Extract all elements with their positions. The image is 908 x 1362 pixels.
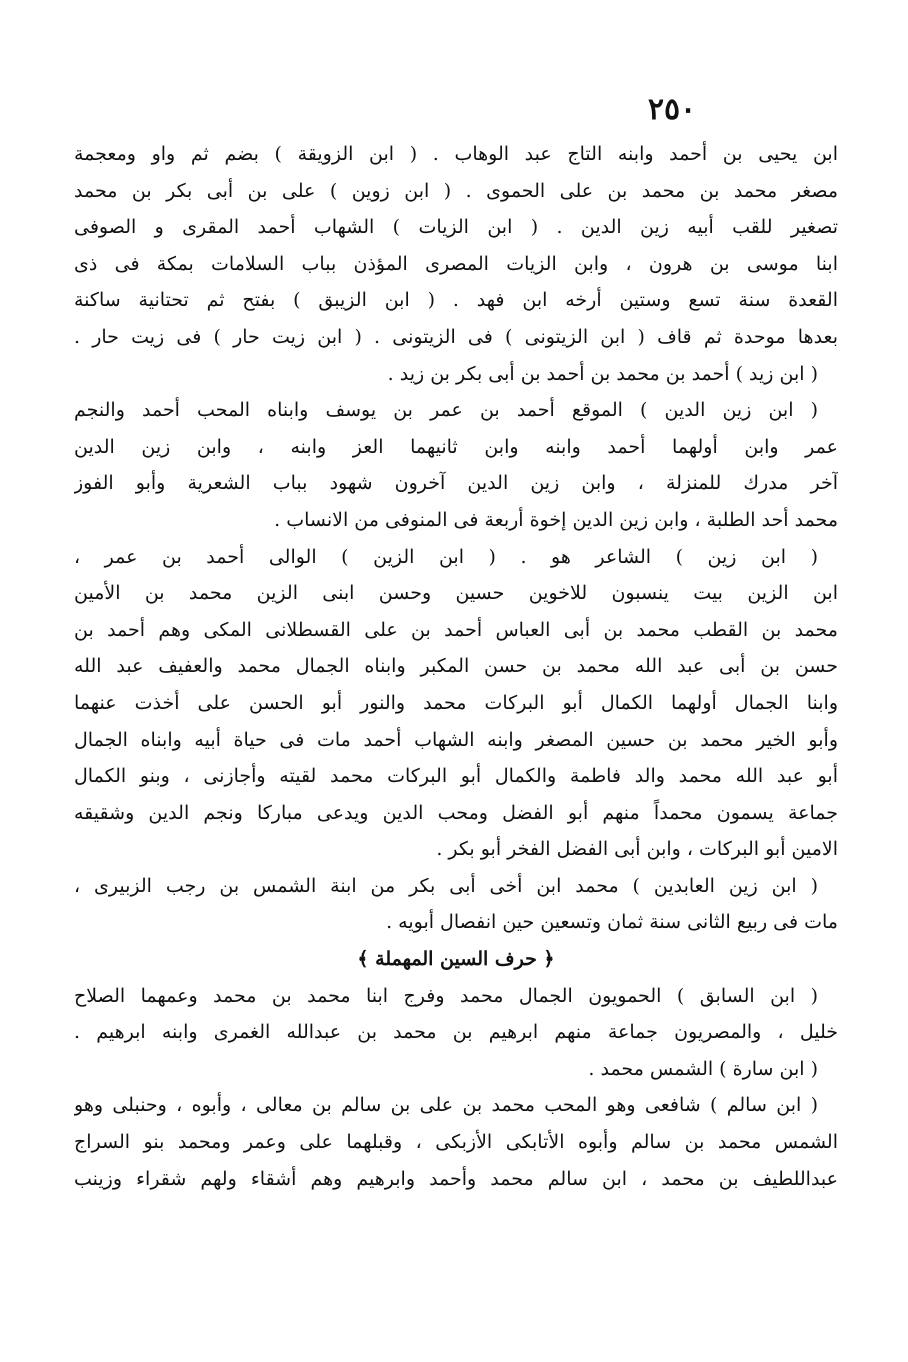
text-line: ( ابن زين العابدين ) محمد ابن أخى أبى بكر من ابنة الشمس بن رجب الزبيرى ، <box>74 874 818 897</box>
text-block <box>74 136 838 1197</box>
text-line: الشمس محمد بن سالم وأبوه الأتابكى الأزبكى ، وقبلهما على وعمر ومحمد بنو السراج <box>74 1131 838 1154</box>
text-line: بعدها موحدة ثم قاف ( ابن الزيتونى ) فى الزيتونى . ( ابن زيت حار ) فى زيت حار . <box>74 325 838 348</box>
text-line: حسن بن أبى عبد الله محمد بن حسن المكبر وابناه الجمال محمد والعفيف عبد الله <box>74 655 838 678</box>
text-line: ( ابن زيد ) أحمد بن محمد بن أحمد بن أبى بكر بن زيد . <box>387 362 818 385</box>
text-line: جماعة يسمون محمداً منهم أبو الفضل ومحب الدين ويدعى مباركا ونجم الدين وشقيقه <box>74 801 838 824</box>
text-line: ( ابن سارة ) الشمس محمد . <box>588 1057 818 1080</box>
text-line: ( ابن زين ) الشاعر هو . ( ابن الزين ) الوالى أحمد بن عمر ، <box>74 545 818 568</box>
text-line: ( ابن السابق ) الحمويون الجمال محمد وفرج ابنا محمد بن محمد وعمهما الصلاح <box>74 984 818 1007</box>
text-line: أبو عبد الله محمد والد فاطمة والكمال أبو البركات محمد لقيته وأجازنى ، وبنو الكمال <box>74 765 838 788</box>
text-line: ( ابن سالم ) شافعى وهو المحب محمد بن على بن سالم بن معالى ، وأبوه ، وحنبلى وهو <box>74 1094 818 1117</box>
text-line: تصغير للقب أبيه زين الدين . ( ابن الزيات ) الشهاب أحمد المقرى و الصوفى <box>74 216 838 239</box>
text-line: محمد بن القطب محمد بن أبى العباس أحمد بن على القسطلانى المكى وهم أحمد بن <box>74 618 838 641</box>
page-number: ٢٥٠ <box>647 92 697 127</box>
text-line: مات فى ربيع الثانى سنة ثمان وتسعين حين انفصال أبويه . <box>386 911 838 934</box>
text-line: مصغر محمد بن محمد بن على الحموى . ( ابن زوين ) على بن أبى بكر بن محمد <box>74 179 838 202</box>
section-heading: ﴿ حرف السين المهملة ﴾ <box>357 948 555 971</box>
text-line: ابن يحيى بن أحمد وابنه التاج عبد الوهاب . ( ابن الزويقة ) بضم ثم واو ومعجمة <box>74 143 838 165</box>
text-line: ابنا موسى بن هرون ، وابن الزيات المصرى المؤذن بباب السلامات بمكة فى ذى <box>74 252 838 275</box>
text-line: القعدة سنة تسع وستين أرخه ابن فهد . ( ابن الزيبق ) بفتح ثم تحتانية ساكنة <box>74 289 838 312</box>
text-line: ( ابن زين الدين ) الموقع أحمد بن عمر بن يوسف وابناه المحب أحمد والنجم <box>74 399 818 422</box>
text-line: ابن الزين بيت ينسبون للاخوين حسين وحسن ابنى الزين محمد بن الأمين <box>74 582 838 605</box>
text-line: الامين أبو البركات ، وابن أبى الفضل الفخر أبو بكر . <box>436 838 838 861</box>
text-line: عمر وابن أولهما أحمد وابنه وابن ثانيهما العز وابنه ، وابن زين الدين <box>74 435 838 458</box>
text-line: محمد أحد الطلبة ، وابن زين الدين إخوة أربعة فى المنوفى من الانساب . <box>274 508 838 531</box>
text-line: آخر مدرك للمنزلة ، وابن زين الدين آخرون شهود بباب الشعرية وأبو الفوز <box>74 472 838 495</box>
text-line: وأبو الخير محمد بن حسين المصغر وابنه الشهاب أحمد مات فى حياة أبيه وابناه الجمال <box>74 728 838 751</box>
text-line: عبداللطيف بن محمد ، ابن سالم محمد وأحمد وابرهيم وهم أشقاء ولهم شقراء وزينب <box>74 1167 838 1190</box>
text-line: خليل ، والمصريون جماعة منهم ابرهيم بن محمد بن عبدالله الغمرى وابنه ابرهيم . <box>74 1021 838 1044</box>
text-line: وابنا الجمال أولهما الكمال أبو البركات محمد والنور أبو الحسن على أخذت عنهما <box>74 691 838 714</box>
